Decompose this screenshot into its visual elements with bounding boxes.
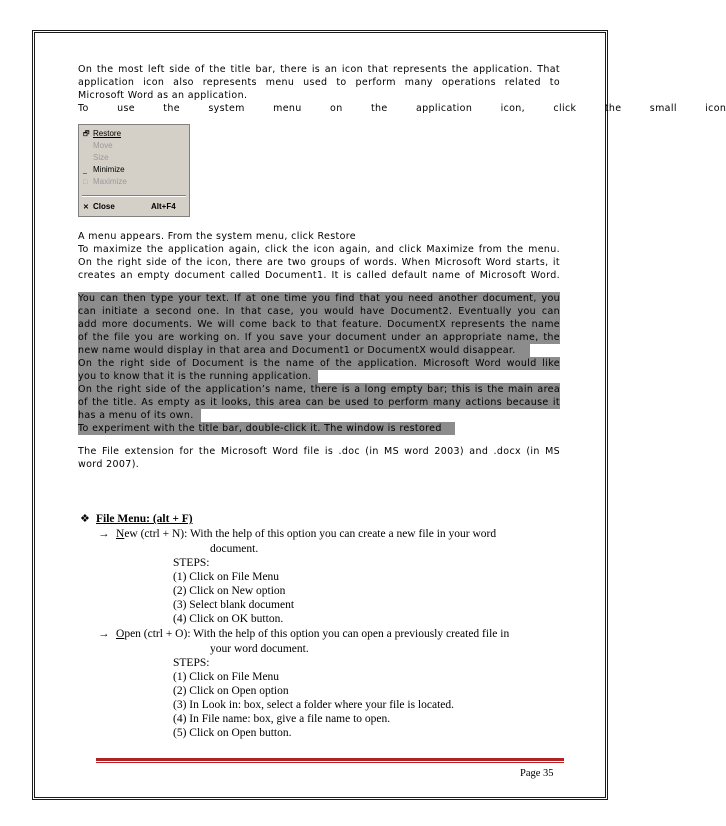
menu-separator (82, 195, 186, 197)
highlight-line: On the right side of Document is the name of the application. Microsoft Word would like (78, 358, 560, 369)
menu-item-restore: 🗗 Restore (83, 128, 121, 140)
menu-item-minimize: _ Minimize (83, 164, 125, 176)
menu-item-close: ✕ Close (83, 201, 115, 213)
open-step: (2) Click on Open option (173, 685, 289, 697)
new-option-description-cont: document. (210, 543, 259, 555)
file-menu-heading: File Menu: (alt + F) (96, 513, 193, 525)
menu-item-maximize: □ Maximize (83, 176, 127, 188)
intro-line: application icon also represents menu used to perform many operations related to (78, 77, 560, 88)
highlight-line: To experiment with the title bar, double-click it. The window is restored (78, 422, 455, 435)
new-step: (2) Click on New option (173, 585, 286, 597)
new-step: (4) Click on OK button. (173, 613, 284, 625)
intro-line: To use the system menu on the application icon, click the small icon (78, 103, 726, 114)
system-menu-image (78, 124, 190, 217)
open-step: (4) In File name: box, give a file name to open. (173, 713, 391, 725)
highlight-line: you to know that it is the running application. (78, 370, 318, 383)
open-step: (5) Click on Open button. (173, 727, 292, 739)
menu-paragraph (78, 230, 560, 282)
highlight-line: has a menu of its own. (78, 409, 201, 422)
arrow-right-icon: → (98, 528, 110, 540)
restore-icon: 🗗 (83, 131, 90, 138)
highlight-line: On the right side of the application’s name, there is a long empty bar; this is the main area (78, 384, 560, 395)
intro-line: Microsoft Word as an application. (78, 90, 248, 101)
footer-rule-thin (96, 762, 564, 763)
open-option-description: Open (ctrl + O): With the help of this option you can open a previously created file in (116, 628, 510, 640)
menu-close-shortcut: Alt+F4 (151, 202, 176, 211)
open-step: (3) In Look in: box, select a folder where your file is located. (173, 699, 455, 711)
footer-rule (96, 758, 564, 761)
new-step: (1) Click on File Menu (173, 571, 280, 583)
highlight-line: of the file you are working on. If you save your document under an appropriate name, the (78, 332, 560, 343)
menu-line: creates an empty document called Document1. It is called default name of Microsoft Word. (78, 270, 560, 281)
extension-line: The File extension for the Microsoft Word file is .doc (in MS word 2003) and .docx (in MS (78, 446, 560, 457)
menu-line: A menu appears. From the system menu, click Restore (78, 231, 356, 242)
intro-line: On the most left side of the title bar, there is an icon that represents the application. That (78, 64, 560, 75)
page-number: Page 35 (520, 768, 554, 779)
new-step: (3) Select blank document (173, 599, 295, 611)
new-steps-label: STEPS: (173, 557, 210, 569)
open-option-description-cont: your word document. (210, 643, 309, 655)
menu-line: To maximize the application again, click the icon again, and click Maximize from the menu. (78, 244, 560, 255)
intro-paragraph (78, 63, 726, 115)
diamond-bullet-icon: ❖ (80, 513, 90, 525)
highlight-line: can initiate a second one. In that case, you would have Document2. Eventually you can (78, 306, 560, 317)
highlight-line: of the title. As empty as it looks, this area can be used to perform many actions because it (78, 397, 560, 408)
highlight-line: new name would display in that area and Document1 or DocumentX would disappear. (78, 344, 530, 357)
open-step: (1) Click on File Menu (173, 671, 280, 683)
extension-line: word 2007). (78, 459, 140, 470)
menu-line: On the right side of the icon, there are two groups of words. When Microsoft Word starts, it (78, 257, 560, 268)
arrow-right-icon: → (98, 628, 110, 640)
highlight-line: add more documents. We will come back to that feature. DocumentX represents the name (78, 319, 560, 330)
menu-item-size: Size (93, 153, 109, 162)
highlight-line: You can then type your text. If at one time you find that you need another document, you (78, 293, 560, 304)
maximize-icon: □ (83, 179, 88, 186)
open-steps-label: STEPS: (173, 657, 210, 669)
minimize-icon: _ (83, 167, 87, 174)
close-icon: ✕ (83, 204, 89, 211)
new-option-description: New (ctrl + N): With the help of this option you can create a new file in your word (116, 528, 497, 540)
extension-paragraph (78, 445, 560, 471)
highlighted-paragraph (78, 292, 560, 435)
menu-item-move: Move (93, 141, 113, 150)
